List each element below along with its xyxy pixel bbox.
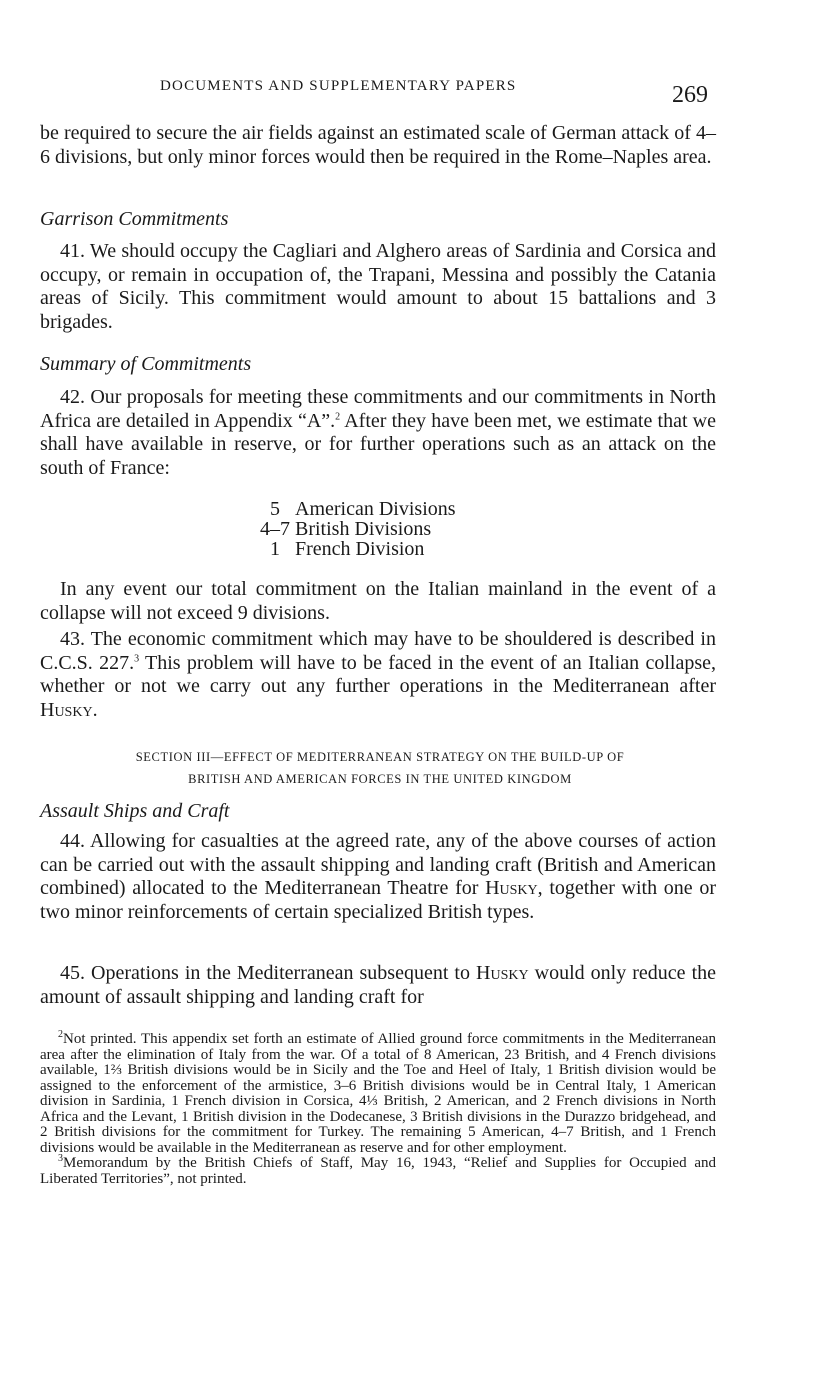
paragraph-43 xyxy=(40,628,716,722)
division-count: 1 xyxy=(270,538,280,560)
division-count: 5 xyxy=(270,498,280,520)
division-label: British Divisions xyxy=(295,518,432,540)
running-head: DOCUMENTS AND SUPPLEMENTARY PAPERS xyxy=(160,78,517,94)
paragraph-43-text: 43. The economic commitment which may have to be shouldered is described in C.C.S. 227. xyxy=(40,628,716,674)
section-title xyxy=(40,746,720,790)
footnote-2-text: Not printed. This appendix set forth an estimate of Allied ground force commitments in the Mediterranean area after the elimination of Italy from the war. Of a total of 8 American, 23 British, and 4 French divisions available, 1⅔ British divisions would be in Sicily and the Toe and Heel of Italy, 1 British division would be assigned to the enforcement of the armistice, 3–6 British divisions would be in Central Italy, 1 American division in Sardinia, 1 French division in Corsica, 4⅓ British, 2 American, and 2 French divisions in North Africa and the Levant, 1 British division in the Dodecanese, 3 British divisions in the Durazzo bridgehead, and 2 British divisions for the commitment for Turkey. The remaining 5 American, 4–7 British, and 1 French divisions would be available in the Mediterranean as reserve and for other employment. xyxy=(40,1031,716,1156)
footnote-ref-2: 2 xyxy=(335,410,341,422)
footnote-mark-3: 3 xyxy=(58,1153,63,1164)
footnote-mark-2: 2 xyxy=(58,1029,63,1040)
section-title-line-2: BRITISH AND AMERICAN FORCES IN THE UNITED KINGDOM xyxy=(188,772,572,786)
page-number: 269 xyxy=(672,82,708,108)
paragraph-45-text-cont: would only reduce the amount of assault shipping and landing craft for xyxy=(40,962,717,1008)
footnote-3 xyxy=(40,1153,716,1187)
paragraph-42-text-cont: After they have been met, we estimate that we shall have available in reserve, or for further operations such as an attack on the south of France: xyxy=(40,409,716,479)
division-row xyxy=(255,539,456,559)
division-row xyxy=(255,519,456,539)
footnote-ref-3: 3 xyxy=(134,652,140,664)
paragraph-43-text-cont: This problem will have to be faced in the event of an Italian collapse, whether or not we carry out any further operations in the Mediterranean after xyxy=(40,651,716,697)
intro-paragraph: be required to secure the air fields against an estimated scale of German attack of 4–6 divisions, but only minor forces would then be required in the Rome–Naples area. xyxy=(40,122,716,168)
operation-husky: Husky xyxy=(476,962,529,984)
paragraph-42 xyxy=(40,386,716,480)
paragraph-45-text: 45. Operations in the Mediterranean subsequent to xyxy=(60,962,477,984)
paragraph-event: In any event our total commitment on the Italian mainland in the event of a collapse will not exceed 9 divisions. xyxy=(40,578,716,624)
paragraph-44 xyxy=(40,830,716,924)
footnotes xyxy=(40,1029,716,1187)
paragraph-41: 41. We should occupy the Cagliari and Alghero areas of Sardinia and Corsica and occupy, or remain in occupation of, the Trapani, Messina and possibly the Catania areas of Sicily. This commitment would amount to about 15 battalions and 3 brigades. xyxy=(40,240,716,333)
footnote-3-text: Memorandum by the British Chiefs of Staff, May 16, 1943, “Relief and Supplies for Occupied and Liberated Territories”, not printed. xyxy=(40,1155,716,1187)
paragraph-42-text: 42. Our proposals for meeting these commitments and our commitments in North Africa are detailed in Appendix “A”. xyxy=(40,386,716,432)
paragraph-45 xyxy=(40,962,716,1009)
section-title-line-1: SECTION III—EFFECT OF MEDITERRANEAN STRATEGY ON THE BUILD-UP OF xyxy=(135,750,625,764)
division-label: French Division xyxy=(295,538,425,560)
paragraph-44-text: 44. Allowing for casualties at the agreed rate, any of the above courses of action can be carried out with the assault shipping and landing craft (British and American combined) allocated to the Mediterranean Theatre for xyxy=(40,830,716,899)
divisions-list xyxy=(255,499,456,559)
summary-heading: Summary of Commitments xyxy=(40,353,252,375)
garrison-heading: Garrison Commitments xyxy=(40,208,229,230)
division-count: 4–7 xyxy=(260,518,290,540)
paragraph-44-text-cont: , together with one or two minor reinforcements of certain specialized British types. xyxy=(40,877,716,923)
division-row xyxy=(255,499,456,519)
assault-heading: Assault Ships and Craft xyxy=(40,800,230,822)
operation-husky: Husky xyxy=(40,698,93,721)
division-label: American Divisions xyxy=(295,498,456,520)
operation-husky: Husky xyxy=(485,877,538,899)
paragraph-43-end: . xyxy=(92,698,98,721)
footnote-2 xyxy=(40,1029,716,1156)
